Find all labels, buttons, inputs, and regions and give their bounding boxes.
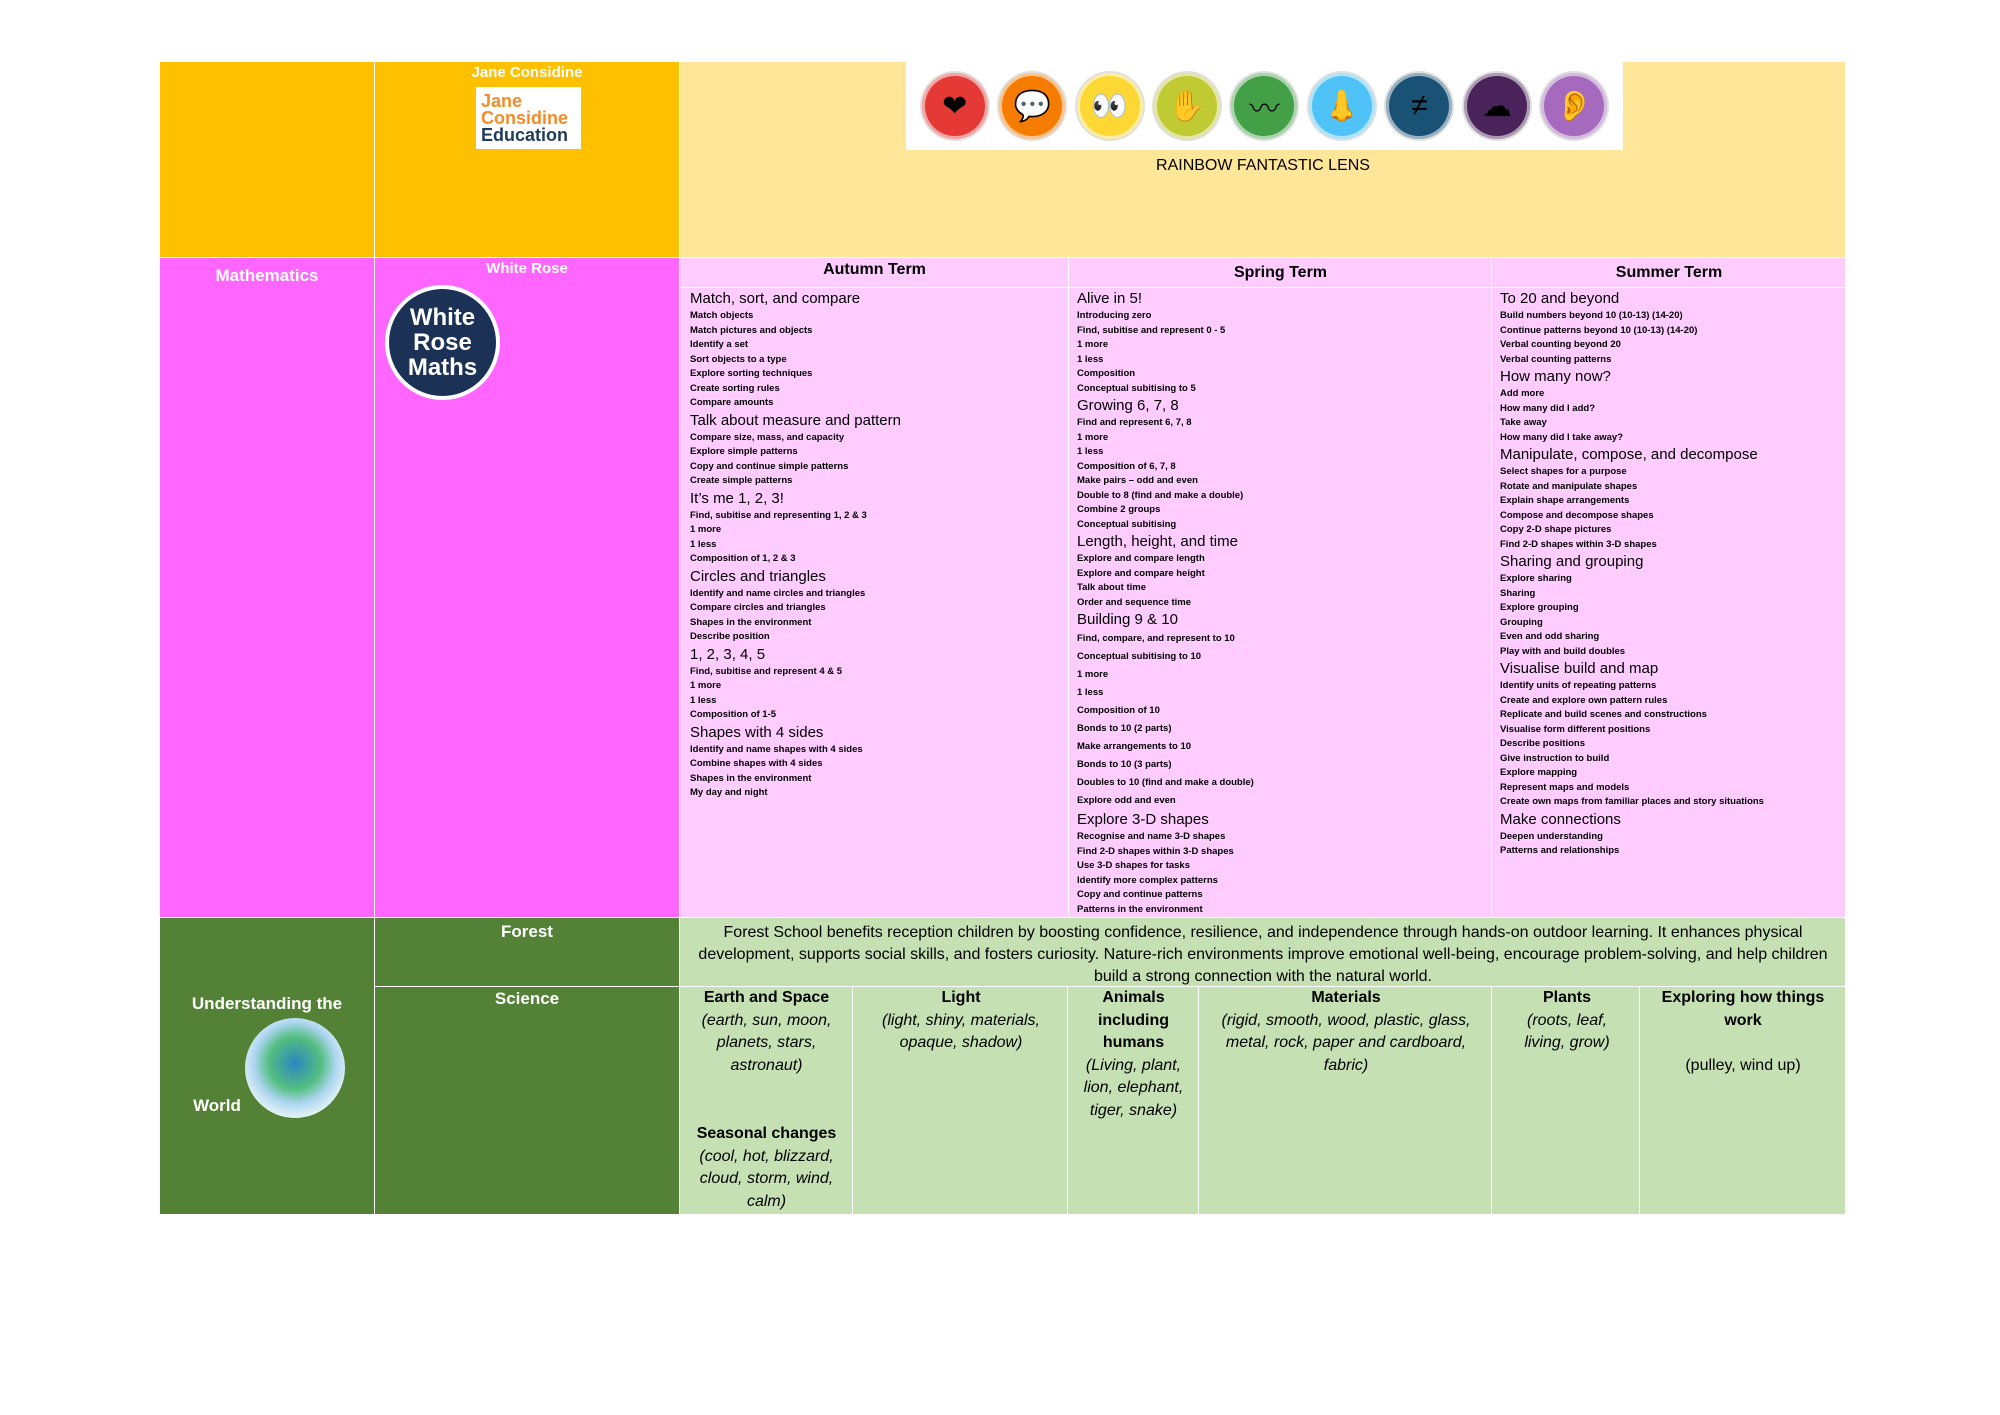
spring-unit-item: Combine 2 groups (1077, 504, 1161, 515)
spring-unit-item: Find and represent 6, 7, 8 (1077, 417, 1192, 428)
spring-unit-item: Conceptual subitising to 5 (1077, 382, 1196, 394)
autumn-unit-heading: 1, 2, 3, 4, 5 (690, 645, 766, 663)
spring-unit-item: Patterns in the environment (1077, 903, 1203, 915)
animals-topic (1073, 987, 1194, 1122)
logo-line-1: Jane (481, 90, 523, 111)
summer-term-heading: Summer Term (1615, 264, 1723, 281)
summer-unit-item: Explore sharing (1500, 573, 1572, 584)
spring-unit-heading: Building 9 & 10 (1077, 611, 1178, 628)
hand-icon: ✋ (1154, 73, 1220, 139)
autumn-unit-item: Identify a set (690, 339, 749, 350)
summer-unit-heading: Make connections (1500, 810, 1621, 828)
spring-unit-heading: Explore 3-D shapes (1077, 811, 1209, 828)
summer-unit-item: Represent maps and models (1500, 781, 1630, 793)
autumn-unit-item: Explore simple patterns (690, 446, 798, 457)
materials-detail: (rigid, smooth, wood, plastic, glass, metal, rock, paper and cardboard, fabric) (1221, 1011, 1471, 1074)
seasonal-changes-title: Seasonal changes (696, 1125, 837, 1142)
seasonal-changes-detail: (cool, hot, blizzard, cloud, storm, wind, calm) (699, 1147, 834, 1210)
summer-unit-item: Explore mapping (1500, 767, 1578, 778)
autumn-unit-heading: Shapes with 4 sides (690, 723, 824, 741)
seasonal-changes-topic (688, 1123, 845, 1213)
autumn-unit-item: Create simple patterns (690, 475, 793, 486)
autumn-term-list (690, 289, 1060, 801)
summer-unit-item: Verbal counting patterns (1500, 353, 1612, 365)
spring-unit-item: 1 more (1077, 431, 1109, 443)
spring-unit-item: 1 less (1077, 446, 1104, 457)
materials-title: Materials (1311, 989, 1381, 1006)
plants-detail: (roots, leaf, living, grow) (1524, 1011, 1610, 1051)
autumn-unit-heading: Talk about measure and pattern (690, 411, 901, 429)
spring-unit-item: Find 2-D shapes within 3-D shapes (1077, 845, 1234, 857)
light-detail: (light, shiny, materials, opaque, shadow) (882, 1011, 1040, 1051)
header-blank-cell (160, 62, 375, 258)
summer-unit-item: Grouping (1500, 616, 1543, 628)
white-rose-maths-logo (385, 285, 500, 400)
summer-unit-item: Continue patterns beyond 10 (10-13) (14-20) (1500, 324, 1698, 336)
autumn-unit-heading: It’s me 1, 2, 3! (690, 489, 784, 507)
autumn-unit-item: My day and night (690, 787, 768, 798)
autumn-unit-item: Find, subitise and representing 1, 2 & 3 (690, 509, 867, 521)
summer-unit-item: Copy 2-D shape pictures (1500, 524, 1612, 535)
light-title: Light (941, 989, 981, 1006)
spring-unit-item: Bonds to 10 (2 parts) (1077, 723, 1172, 734)
spring-unit-item: Identify more complex patterns (1077, 874, 1218, 886)
spring-unit-item: Doubles to 10 (find and make a double) (1077, 777, 1254, 788)
forest-label-cell (375, 918, 680, 987)
spring-unit-item: Copy and continue patterns (1077, 889, 1203, 900)
autumn-unit-item: Explore sorting techniques (690, 368, 813, 379)
autumn-unit-heading: Match, sort, and compare (690, 290, 861, 307)
summer-unit-heading: Sharing and grouping (1500, 553, 1644, 570)
spring-unit-item: Find, subitise and represent 0 - 5 (1077, 324, 1226, 336)
nose-icon: 👃 (1309, 73, 1375, 139)
how-things-work-detail: (pulley, wind up) (1685, 1056, 1801, 1074)
autumn-unit-item: 1 more (690, 524, 722, 535)
autumn-unit-item: Identify and name shapes with 4 sides (690, 743, 863, 755)
spring-unit-item: Introducing zero (1077, 310, 1152, 321)
summer-unit-item: Identify units of repeating patterns (1500, 680, 1657, 691)
autumn-unit-item: 1 more (690, 680, 722, 691)
spring-unit-item: Use 3-D shapes for tasks (1077, 860, 1190, 871)
summer-unit-heading: Visualise build and map (1500, 660, 1659, 677)
utw-subject-label-line2: World (193, 1096, 241, 1115)
earth-space-topic (688, 987, 845, 1077)
spring-unit-heading: Alive in 5! (1077, 290, 1143, 307)
earth-space-title: Earth and Space (703, 989, 830, 1006)
plants-title: Plants (1542, 989, 1591, 1006)
globe-image (245, 1018, 345, 1118)
summer-unit-item: Play with and build doubles (1500, 645, 1626, 657)
spring-unit-item: 1 more (1077, 339, 1109, 350)
utw-subject-label-line1: Understanding the (191, 994, 343, 1013)
maths-scheme-label: White Rose (486, 260, 568, 277)
author-label: Jane Considine (471, 64, 583, 81)
summer-unit-item: Visualise form different positions (1500, 723, 1651, 735)
spring-unit-item: Double to 8 (find and make a double) (1077, 489, 1244, 501)
spring-unit-item: 1 less (1077, 687, 1104, 698)
spring-unit-item: 1 more (1077, 669, 1109, 680)
jane-considine-logo (476, 87, 581, 149)
plants-topic (1505, 987, 1629, 1055)
summer-unit-item: Select shapes for a purpose (1500, 466, 1627, 477)
summer-unit-item: Give instruction to build (1500, 752, 1610, 764)
autumn-unit-item: Copy and continue simple patterns (690, 460, 849, 472)
squiggle-icon: 〰 (1231, 73, 1297, 139)
wr-logo-line-2: Rose (413, 329, 472, 356)
summer-unit-heading: Manipulate, compose, and decompose (1500, 446, 1758, 463)
spring-unit-heading: Length, height, and time (1077, 533, 1238, 550)
summer-unit-item: Build numbers beyond 10 (10-13) (14-20) (1500, 310, 1683, 321)
eyes-icon: 👀 (1077, 73, 1143, 139)
spring-unit-item: Explore and compare height (1077, 567, 1205, 579)
summer-unit-item: Sharing (1500, 587, 1536, 599)
wr-logo-line-3: Maths (407, 354, 478, 381)
autumn-unit-item: Find, subitise and represent 4 & 5 (690, 665, 843, 677)
summer-unit-item: How many did I take away? (1500, 431, 1624, 443)
spring-unit-item: Composition (1077, 368, 1136, 379)
spring-unit-item: Order and sequence time (1077, 596, 1192, 608)
summer-unit-item: Take away (1500, 417, 1547, 428)
autumn-unit-item: Combine shapes with 4 sides (690, 758, 823, 769)
spring-term-list (1077, 289, 1487, 917)
autumn-unit-item: Shapes in the environment (690, 616, 812, 628)
spring-unit-heading: Growing 6, 7, 8 (1077, 397, 1179, 414)
spring-unit-item: 1 less (1077, 353, 1104, 365)
cloud-icon: ☁ (1464, 73, 1530, 139)
forest-description: Forest School benefits reception children by boosting confidence, resilience, and independence through hands-on outdoor learning. It enhances physical development, supports social skills, and fosters curiosity. Nature-rich environments improve emotional well-being, encourage problem-solving, and help children build a strong connection with the natural world. (698, 924, 1828, 985)
spring-term-heading: Spring Term (1233, 264, 1328, 281)
wr-logo-line-1: White (409, 304, 476, 331)
spring-unit-item: Conceptual subitising to 10 (1077, 651, 1202, 662)
animals-detail: (Living, plant, lion, elephant, tiger, snake) (1083, 1056, 1184, 1119)
earth-space-detail: (earth, sun, moon, planets, stars, astronaut) (701, 1011, 832, 1074)
summer-unit-item: Compose and decompose shapes (1500, 509, 1654, 521)
summer-unit-item: Verbal counting beyond 20 (1500, 339, 1621, 350)
how-things-work-topic (1648, 987, 1838, 1077)
speech-bubble-icon: 💬 (999, 73, 1065, 139)
summer-unit-item: Rotate and manipulate shapes (1500, 480, 1638, 492)
spring-unit-item: Recognise and name 3-D shapes (1077, 831, 1226, 842)
summer-unit-item: Find 2-D shapes within 3-D shapes (1500, 538, 1657, 550)
autumn-unit-item: Create sorting rules (690, 382, 780, 394)
autumn-unit-item: Compare amounts (690, 397, 774, 408)
spring-unit-item: Make pairs – odd and even (1077, 475, 1198, 486)
summer-unit-item: Explain shape arrangements (1500, 495, 1630, 506)
science-label: Science (494, 989, 560, 1008)
logo-line-2: Considine (481, 107, 569, 128)
spring-unit-item: Explore and compare length (1077, 553, 1205, 564)
autumn-unit-item: Match objects (690, 310, 754, 321)
summer-unit-item: Create own maps from familiar places and story situations (1500, 796, 1764, 807)
spring-unit-item: Make arrangements to 10 (1077, 741, 1192, 752)
autumn-unit-item: Compare circles and triangles (690, 602, 826, 613)
forest-label: Forest (501, 922, 553, 941)
spring-unit-item: Conceptual subitising (1077, 518, 1177, 530)
autumn-unit-item: 1 less (690, 694, 717, 706)
summer-term-list (1500, 289, 1845, 859)
autumn-unit-item: Describe position (690, 631, 770, 642)
autumn-unit-item: Match pictures and objects (690, 324, 813, 336)
spring-unit-item: Explore odd and even (1077, 795, 1176, 806)
spring-unit-item: Composition of 10 (1077, 705, 1160, 716)
autumn-unit-item: Compare size, mass, and capacity (690, 431, 845, 443)
spring-unit-item: Talk about time (1077, 582, 1146, 593)
autumn-unit-item: 1 less (690, 538, 717, 550)
summer-unit-item: Replicate and build scenes and constructions (1500, 709, 1707, 720)
autumn-term-heading: Autumn Term (823, 261, 926, 278)
autumn-unit-item: Composition of 1, 2 & 3 (690, 553, 796, 564)
autumn-unit-item: Identify and name circles and triangles (690, 587, 866, 599)
lens-icon-strip (906, 62, 1623, 150)
summer-unit-heading: How many now? (1500, 368, 1611, 385)
autumn-unit-item: Shapes in the environment (690, 772, 812, 784)
summer-unit-heading: To 20 and beyond (1500, 290, 1620, 307)
not-equal-icon: ≠ (1386, 73, 1452, 139)
animals-title: Animals including humans (1097, 989, 1170, 1051)
spring-unit-item: Find, compare, and represent to 10 (1077, 633, 1235, 644)
maths-subject-cell (160, 258, 375, 918)
lens-title: RAINBOW FANTASTIC LENS (1156, 157, 1370, 174)
summer-unit-item: Create and explore own pattern rules (1500, 694, 1668, 706)
heart-icon: ❤ (922, 73, 988, 139)
spring-unit-item: Bonds to 10 (3 parts) (1077, 759, 1172, 770)
materials-topic (1208, 987, 1484, 1077)
science-label-cell (375, 987, 680, 1215)
summer-unit-item: Describe positions (1500, 738, 1585, 749)
autumn-unit-item: Sort objects to a type (690, 353, 787, 365)
summer-unit-item: Deepen understanding (1500, 830, 1603, 842)
logo-line-3: Education (481, 124, 569, 145)
summer-unit-item: Explore grouping (1500, 602, 1579, 613)
summer-unit-item: Patterns and relationships (1500, 845, 1620, 856)
summer-unit-item: Add more (1500, 388, 1545, 399)
summer-unit-item: Even and odd sharing (1500, 631, 1600, 642)
spring-unit-item: Composition of 6, 7, 8 (1077, 460, 1176, 472)
summer-unit-item: How many did I add? (1500, 402, 1596, 414)
light-topic (866, 987, 1056, 1055)
how-things-work-title: Exploring how things work (1661, 989, 1825, 1029)
maths-subject-label: Mathematics (215, 266, 319, 285)
autumn-unit-item: Composition of 1-5 (690, 709, 777, 720)
ear-icon: 👂 (1541, 73, 1607, 139)
autumn-unit-heading: Circles and triangles (690, 567, 826, 585)
